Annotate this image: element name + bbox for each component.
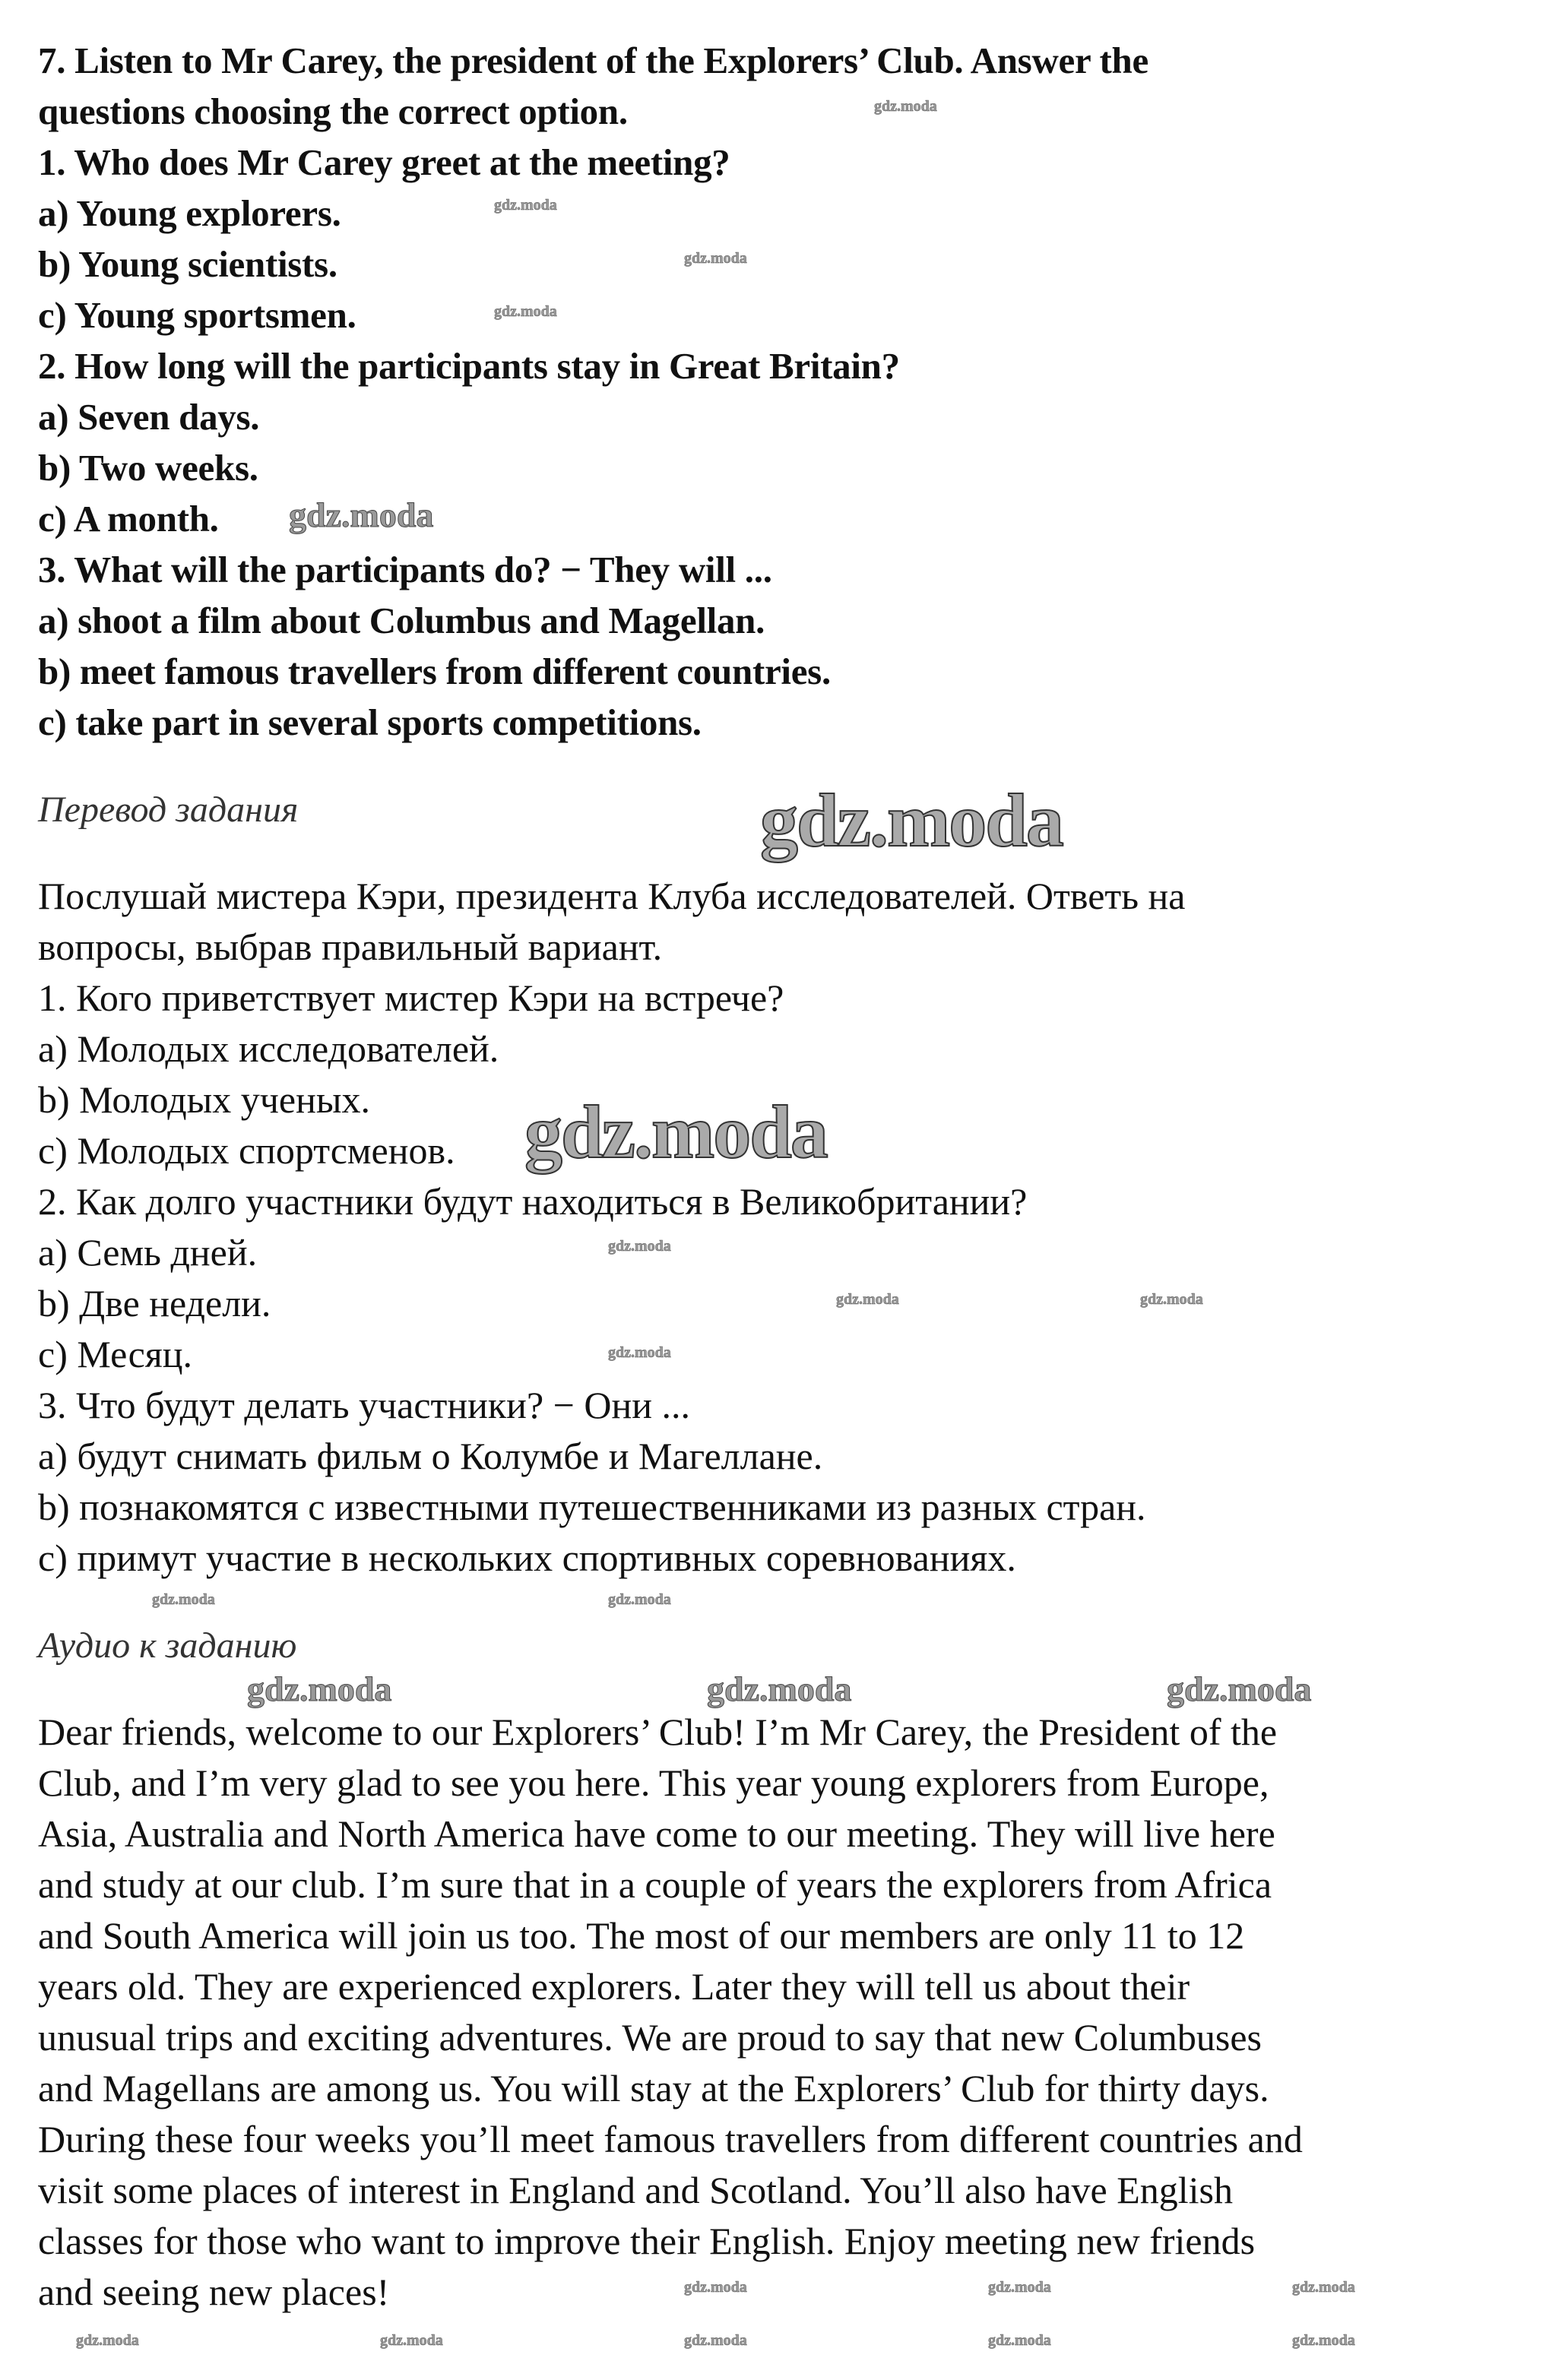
task-text (38, 35, 1523, 748)
watermark: gdz.moda (836, 1291, 899, 1308)
text-line: c) примут участие в нескольких спортивных соревнованиях. (38, 1537, 1016, 1579)
watermark: gdz.moda (684, 2332, 747, 2349)
text-line: and study at our club. I’m sure that in a couple of years the explorers from Africa (38, 1863, 1272, 1906)
watermark: gdz.moda (1167, 1669, 1312, 1708)
text-line: years old. They are experienced explorers. Later they will tell us about their (38, 1965, 1190, 2008)
watermark: gdz.moda (1292, 2279, 1355, 2296)
text-line: c) Месяц. (38, 1333, 193, 1375)
watermark: gdz.moda (608, 1238, 671, 1255)
audio-text (38, 1707, 1523, 2318)
watermark: gdz.moda (684, 2279, 747, 2296)
text-line: Asia, Australia and North America have come to our meeting. They will live here (38, 1812, 1275, 1855)
watermark: gdz.moda (874, 98, 937, 115)
watermark: gdz.moda (988, 2332, 1051, 2349)
text-line: c) Молодых спортсменов. (38, 1129, 455, 1172)
text-line: Dear friends, welcome to our Explorers’ Club! I’m Mr Carey, the President of the (38, 1711, 1278, 1753)
text-line: a) будут снимать фильм о Колумбе и Магеллане. (38, 1435, 823, 1477)
watermark: gdz.moda (152, 1591, 215, 1608)
watermark: gdz.moda (760, 778, 1063, 862)
section-heading: Перевод задания (38, 790, 299, 830)
text-line: a) Семь дней. (38, 1231, 258, 1274)
text-line: questions choosing the correct option. (38, 90, 628, 132)
text-line: вопросы, выбрав правильный вариант. (38, 926, 663, 968)
translation-text (38, 871, 1523, 1584)
text-line: b) Молодых ученых. (38, 1078, 370, 1121)
watermark: gdz.moda (684, 250, 747, 267)
watermark: gdz.moda (524, 1090, 827, 1174)
watermark: gdz.moda (247, 1669, 392, 1708)
text-line: Club, and I’m very glad to see you here. This year young explorers from Europe, (38, 1761, 1269, 1804)
text-line: a) shoot a film about Columbus and Magellan. (38, 600, 765, 641)
section-heading: Аудио к заданию (38, 1625, 297, 1666)
text-line: a) Seven days. (38, 396, 260, 438)
watermark: gdz.moda (707, 1669, 852, 1708)
watermark: gdz.moda (608, 1591, 671, 1608)
text-line: 2. How long will the participants stay in Great Britain? (38, 345, 900, 387)
text-line: and seeing new places! (38, 2271, 390, 2313)
text-line: During these four weeks you’ll meet famous travellers from different countries and (38, 2118, 1303, 2160)
text-line: b) meet famous travellers from different countries. (38, 650, 831, 692)
text-line: classes for those who want to improve their English. Enjoy meeting new friends (38, 2220, 1256, 2262)
text-line: c) A month. (38, 498, 219, 540)
text-line: 7. Listen to Mr Carey, the president of the Explorers’ Club. Answer the (38, 40, 1148, 81)
audio-heading (38, 1620, 1523, 1671)
text-line: a) Young explorers. (38, 192, 341, 234)
text-line: c) Young sportsmen. (38, 294, 356, 336)
text-line: b) Young scientists. (38, 243, 337, 285)
watermark: gdz.moda (1292, 2332, 1355, 2349)
text-line: 2. Как долго участники будут находиться в Великобритании? (38, 1180, 1028, 1223)
watermark: gdz.moda (608, 1344, 671, 1361)
text-line: b) Две недели. (38, 1282, 271, 1325)
text-line: and South America will join us too. The most of our members are only 11 to 12 (38, 1914, 1245, 1957)
text-line: 3. What will the participants do? − They will ... (38, 549, 772, 590)
text-line: c) take part in several sports competitions. (38, 701, 702, 743)
watermark: gdz.moda (494, 303, 557, 320)
watermark: gdz.moda (988, 2279, 1051, 2296)
text-line: 3. Что будут делать участники? − Они ... (38, 1384, 690, 1426)
watermark: gdz.moda (289, 495, 434, 534)
text-line: a) Молодых исследователей. (38, 1027, 499, 1070)
text-line: b) познакомятся с известными путешественниками из разных стран. (38, 1486, 1146, 1528)
text-line: 1. Who does Mr Carey greet at the meeting? (38, 141, 730, 183)
watermark: gdz.moda (76, 2332, 139, 2349)
text-line: 1. Кого приветствует мистер Кэри на встрече? (38, 976, 784, 1019)
text-line: Послушай мистера Кэри, президента Клуба исследователей. Ответь на (38, 875, 1186, 917)
watermark: gdz.moda (380, 2332, 443, 2349)
text-line: unusual trips and exciting adventures. We are proud to say that new Columbuses (38, 2016, 1262, 2059)
text-line: visit some places of interest in England and Scotland. You’ll also have English (38, 2169, 1233, 2211)
watermark: gdz.moda (1140, 1291, 1203, 1308)
text-line: b) Two weeks. (38, 447, 258, 489)
text-line: and Magellans are among us. You will stay at the Explorers’ Club for thirty days. (38, 2067, 1269, 2109)
watermark: gdz.moda (494, 197, 557, 214)
